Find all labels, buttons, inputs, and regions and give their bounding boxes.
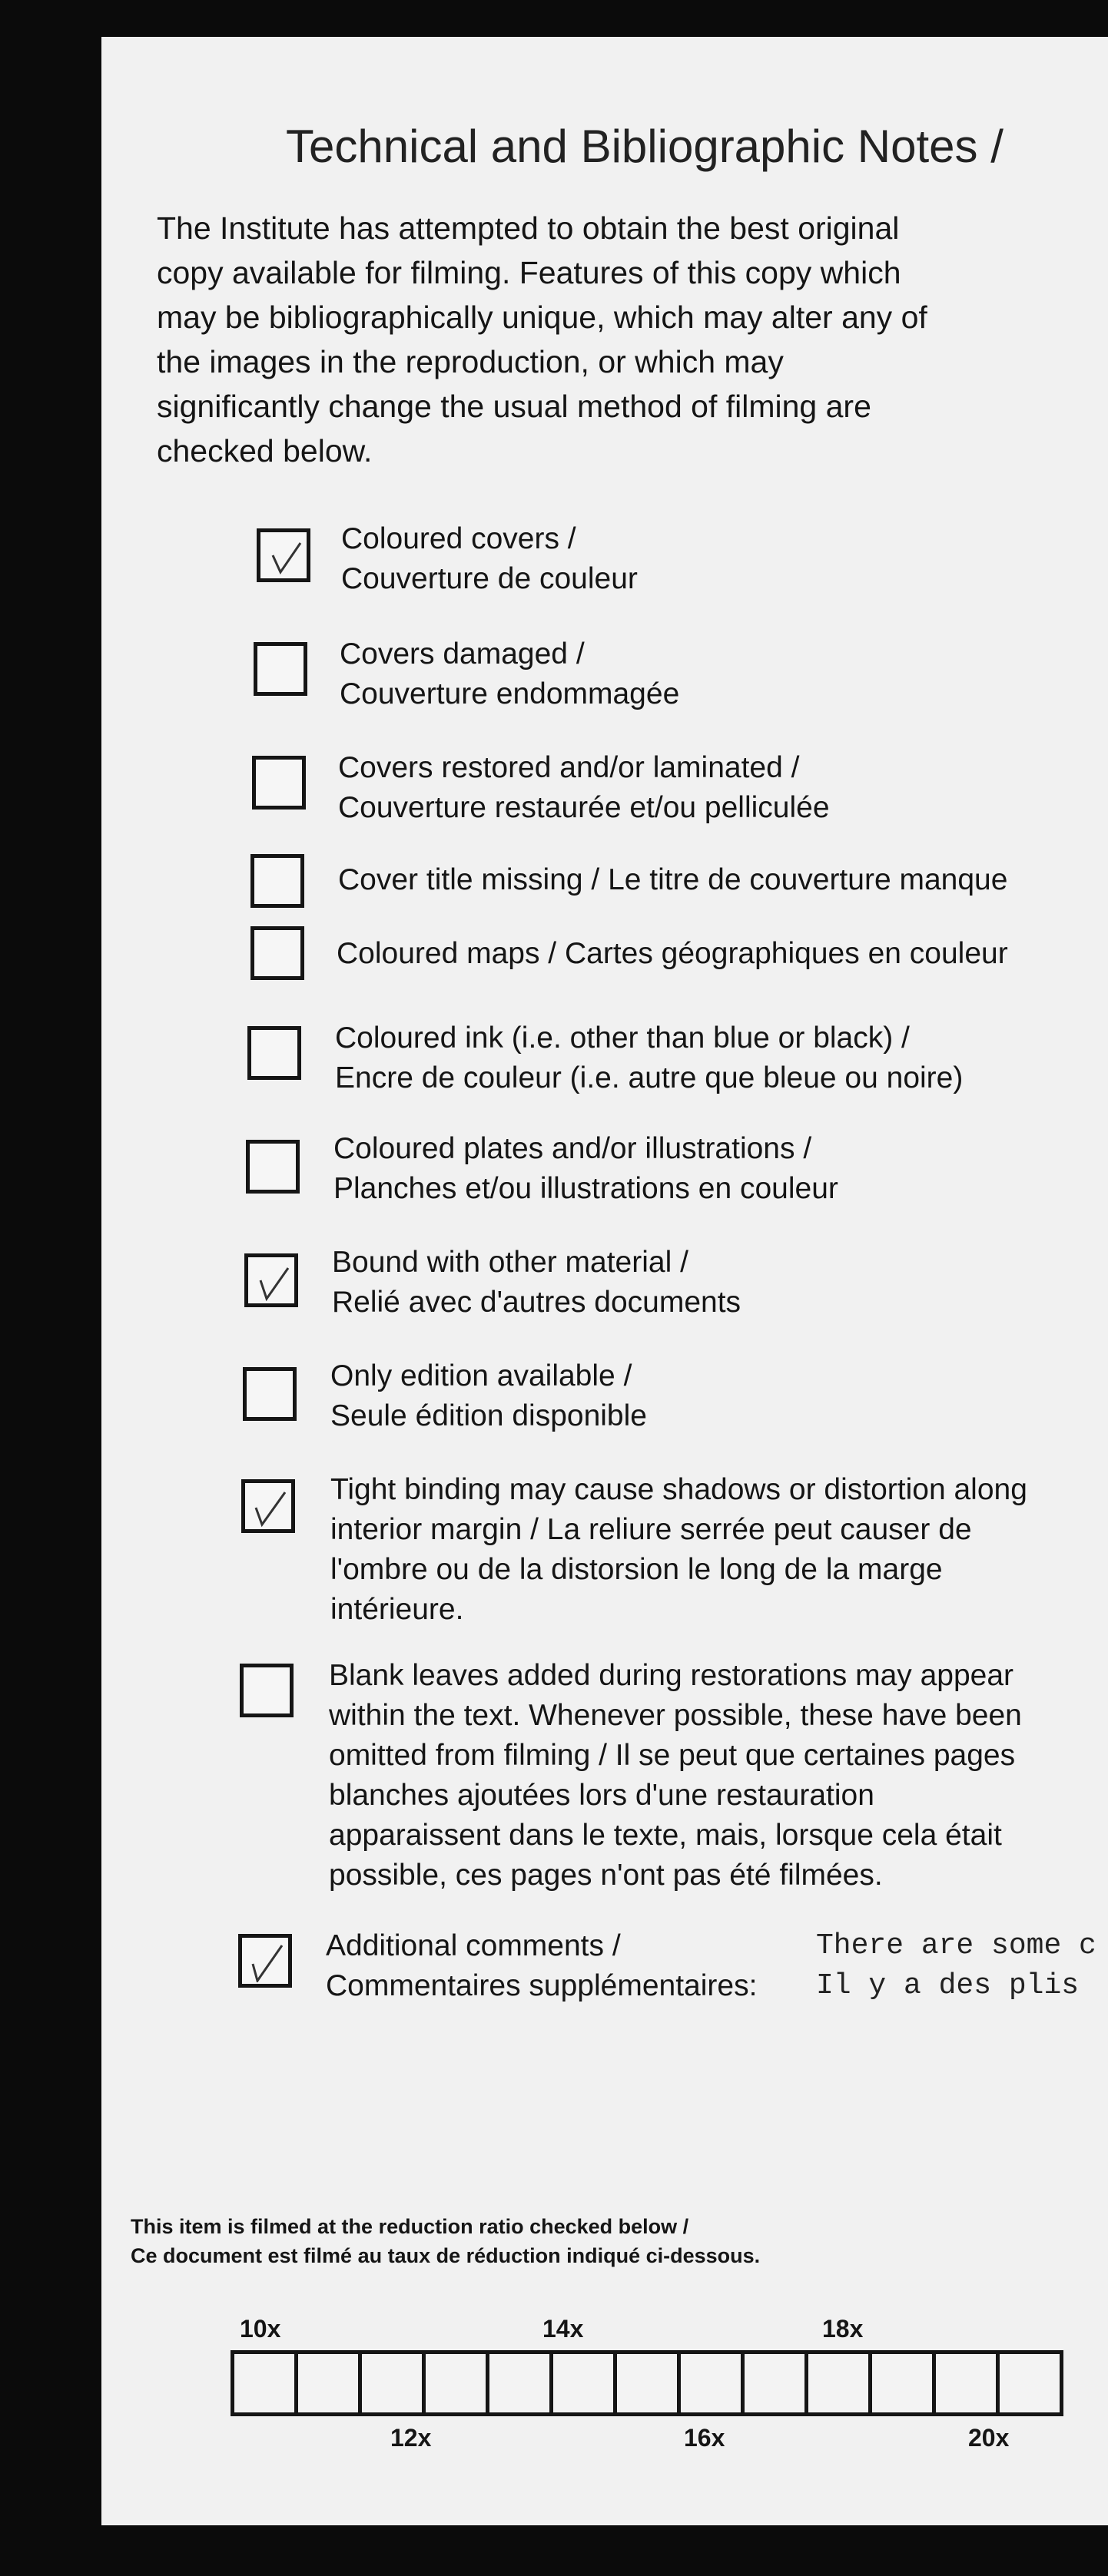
scale-cell[interactable] <box>677 2350 745 2416</box>
scale-cell[interactable] <box>486 2350 553 2416</box>
item-label: Coloured maps / Cartes géographiques en couleur <box>337 937 1008 970</box>
checkbox-coloured-plates[interactable] <box>246 1140 300 1194</box>
checkbox-blank-leaves[interactable] <box>240 1664 294 1717</box>
check-mark-icon <box>248 1944 287 1982</box>
item-label: Tight binding may cause shadows or distortion along interior margin / La reliure serrée peut causer de l'ombre ou de la distorsion le long de la marge intérieure. <box>330 1473 1027 1626</box>
item-label: Cover title missing / Le titre de couverture manque <box>338 863 1008 896</box>
item-label: Only edition available / Seule édition disponible <box>330 1359 647 1432</box>
scale-cell[interactable] <box>358 2350 426 2416</box>
intro-line: may be bibliographically unique, which may alter any of <box>157 300 927 335</box>
scale-label-20x: 20x <box>968 2424 1010 2452</box>
scale-cell[interactable] <box>741 2350 808 2416</box>
scale-cell[interactable] <box>804 2350 872 2416</box>
scale-label-16x: 16x <box>684 2424 725 2452</box>
intro-line: copy available for filming. Features of this copy which <box>157 255 901 290</box>
intro-line: The Institute has attempted to obtain the best original <box>157 210 900 246</box>
scale-label-14x: 14x <box>542 2315 584 2343</box>
item-label: Additional comments / Commentaires supplémentaires: <box>326 1929 758 2002</box>
intro-paragraph <box>157 206 1048 473</box>
check-mark-icon <box>254 1263 293 1302</box>
checkbox-additional-comments[interactable] <box>238 1934 292 1988</box>
scale-label-12x: 12x <box>390 2424 432 2452</box>
intro-line: the images in the reproduction, or which may <box>157 344 784 379</box>
item-label: Covers damaged / Couverture endommagée <box>340 637 680 710</box>
checkbox-coloured-covers[interactable] <box>257 528 310 582</box>
item-label: Bound with other material / Relié avec d'autres documents <box>332 1246 741 1319</box>
scale-label-18x: 18x <box>822 2315 864 2343</box>
checkbox-coloured-maps[interactable] <box>250 926 304 980</box>
checkbox-coloured-ink[interactable] <box>247 1026 301 1080</box>
scale-cell[interactable] <box>613 2350 681 2416</box>
item-label: Covers restored and/or laminated / Couverture restaurée et/ou pelliculée <box>338 751 830 824</box>
scale-label-10x: 10x <box>240 2315 281 2343</box>
scale-cell[interactable] <box>294 2350 362 2416</box>
scale-cell[interactable] <box>996 2350 1063 2416</box>
checkbox-bound-with-other-material[interactable] <box>244 1253 298 1307</box>
scale-cell[interactable] <box>932 2350 1000 2416</box>
scale-cell[interactable] <box>549 2350 617 2416</box>
reduction-ratio-note: This item is filmed at the reduction ratio checked below / Ce document est filmé au taux de réduction indiqué ci-dessous. <box>131 2215 761 2267</box>
checkbox-covers-restored[interactable] <box>252 756 306 810</box>
check-mark-icon <box>251 1489 290 1528</box>
checkbox-only-edition-available[interactable] <box>243 1367 297 1421</box>
intro-line: significantly change the usual method of filming are <box>157 389 871 424</box>
check-mark-icon <box>267 538 305 577</box>
scale-cell[interactable] <box>231 2350 298 2416</box>
checkbox-covers-damaged[interactable] <box>254 642 307 696</box>
additional-comments-text: There are some c Il y a des plis <box>816 1929 1096 2002</box>
item-label: Blank leaves added during restorations may appear within the text. Whenever possible, these have been omitted from filming / Il se peut que certaines pages blanches ajoutées lors d'une restauration apparaissent dans le texte, mais, lorsque cela était possible, ces pages n'ont pas été filmées. <box>329 1659 1022 1892</box>
item-label: Coloured plates and/or illustrations / Planches et/ou illustrations en couleur <box>333 1132 838 1205</box>
item-label: Coloured covers / Couverture de couleur <box>341 522 638 595</box>
item-label: Coloured ink (i.e. other than blue or black) / Encre de couleur (i.e. autre que bleue ou noire) <box>335 1021 964 1094</box>
reduction-scale-boxes <box>231 2350 1060 2416</box>
checkbox-tight-binding[interactable] <box>241 1479 295 1533</box>
scale-cell[interactable] <box>422 2350 489 2416</box>
scale-cell[interactable] <box>868 2350 936 2416</box>
intro-line: checked below. <box>157 433 373 469</box>
checkbox-cover-title-missing[interactable] <box>250 854 304 908</box>
page-title: Technical and Bibliographic Notes / <box>286 121 1004 172</box>
